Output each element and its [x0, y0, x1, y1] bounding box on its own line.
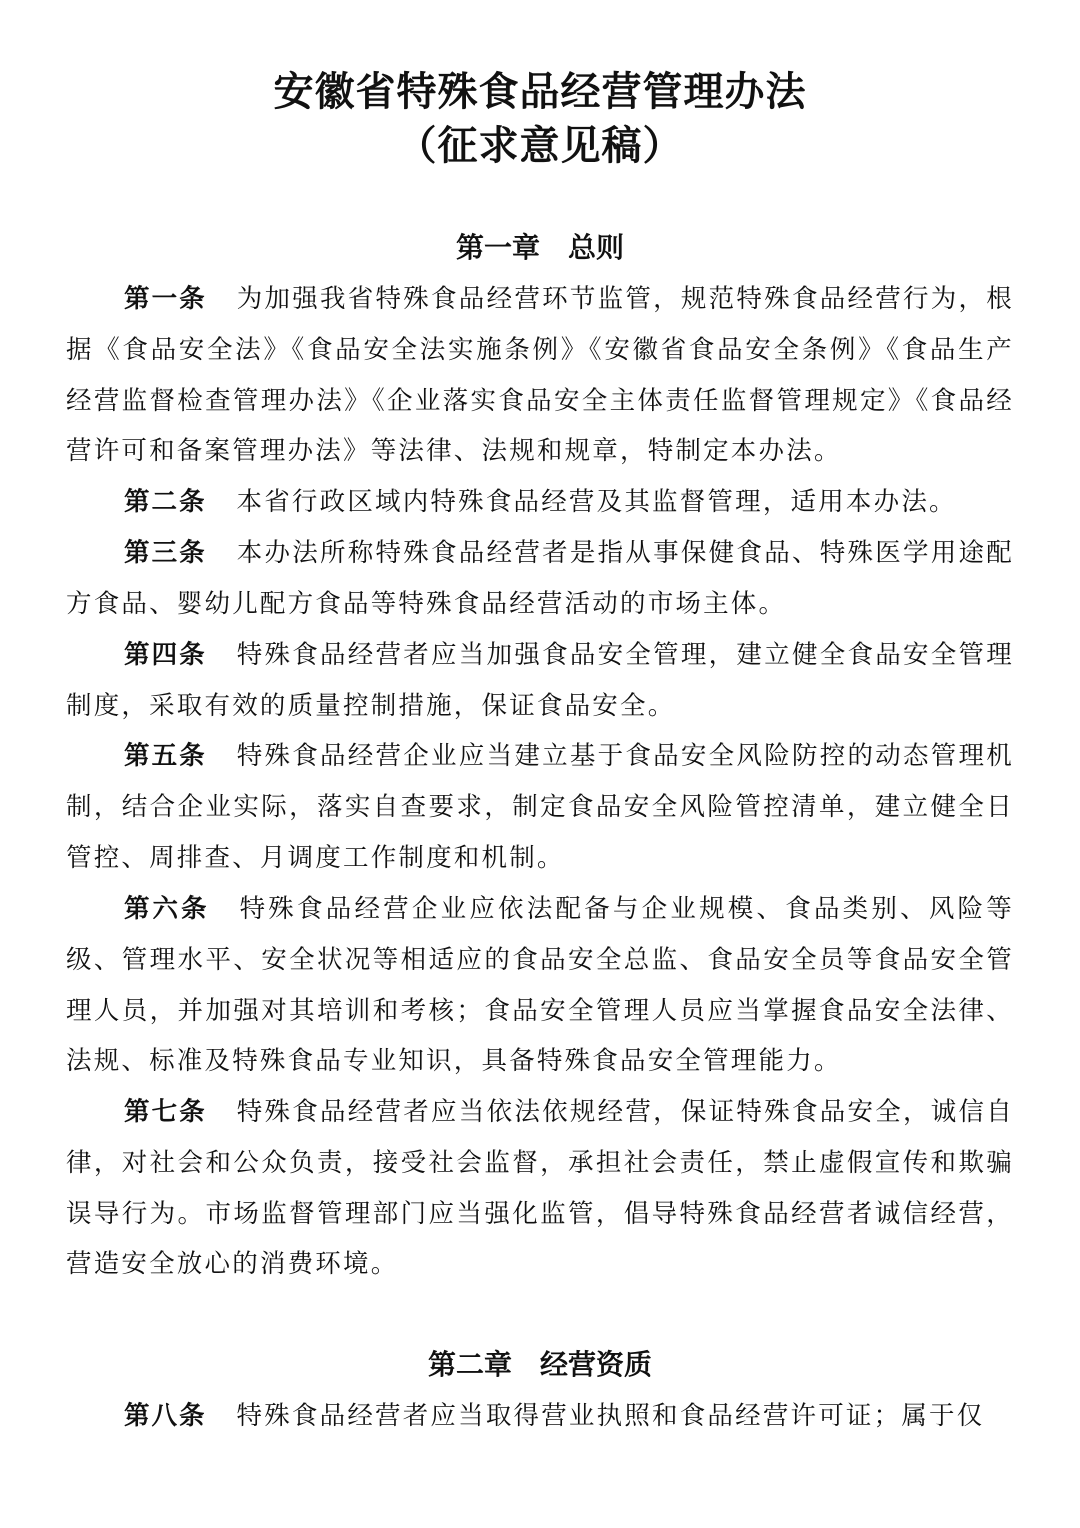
- article-7: [66, 1087, 1014, 1290]
- chapter-heading-2: 第二章 经营资质: [427, 1348, 652, 1381]
- article-3: [66, 528, 1014, 630]
- article-6: [66, 884, 1014, 1087]
- article-text: 本办法所称特殊食品经营者是指从事保健食品、特殊医学用途配方食品、婴幼儿配方食品等特殊食品经营活动的市场主体。: [66, 538, 1014, 619]
- article-label: 第七条: [124, 1097, 207, 1127]
- document-subtitle: （征求意见稿）: [396, 123, 684, 169]
- article-label: 第八条: [124, 1401, 207, 1431]
- article-label: 第六条: [124, 894, 210, 924]
- article-8: [66, 1391, 1014, 1442]
- article-label: 第三条: [124, 538, 207, 568]
- article-text: 特殊食品经营企业应依法配备与企业规模、食品类别、风险等级、管理水平、安全状况等相适应的食品安全总监、食品安全员等食品安全管理人员，并加强对其培训和考核；食品安全管理人员应当掌握食品安全法律、法规、标准及特殊食品专业知识，具备特殊食品安全管理能力。: [66, 894, 1014, 1077]
- article-text: 本省行政区域内特殊食品经营及其监督管理，适用本办法。: [236, 487, 957, 517]
- article-label: 第一条: [124, 284, 207, 314]
- article-label: 第二条: [124, 487, 207, 517]
- chapter-heading-1: 第一章 总则: [455, 231, 624, 264]
- article-text: 特殊食品经营者应当依法依规经营，保证特殊食品安全，诚信自律，对社会和公众负责，接受社会监督，承担社会责任，禁止虚假宣传和欺骗误导行为。市场监督管理部门应当强化监管，倡导特殊食品经营者诚信经营，营造安全放心的消费环境。: [66, 1097, 1014, 1280]
- article-label: 第五条: [124, 741, 207, 771]
- article-text: 特殊食品经营者应当取得营业执照和食品经营许可证；属于仅: [236, 1401, 985, 1431]
- article-1: [66, 274, 1014, 477]
- article-label: 第四条: [124, 640, 207, 670]
- article-2: [66, 477, 1014, 528]
- article-5: [66, 731, 1014, 883]
- article-text: 特殊食品经营企业应当建立基于食品安全风险防控的动态管理机制，结合企业实际，落实自查要求，制定食品安全风险管控清单，建立健全日管控、周排查、月调度工作制度和机制。: [66, 741, 1014, 873]
- article-4: [66, 630, 1014, 732]
- article-text: 为加强我省特殊食品经营环节监管，规范特殊食品经营行为，根据《食品安全法》《食品安全法实施条例》《安徽省食品安全条例》《食品生产经营监督检查管理办法》《企业落实食品安全主体责任监督管理规定》《食品经营许可和备案管理办法》等法律、法规和规章，特制定本办法。: [66, 284, 1014, 467]
- article-text: 特殊食品经营者应当加强食品安全管理，建立健全食品安全管理制度，采取有效的质量控制措施，保证食品安全。: [66, 640, 1014, 721]
- document-title: 安徽省特殊食品经营管理办法: [273, 69, 807, 115]
